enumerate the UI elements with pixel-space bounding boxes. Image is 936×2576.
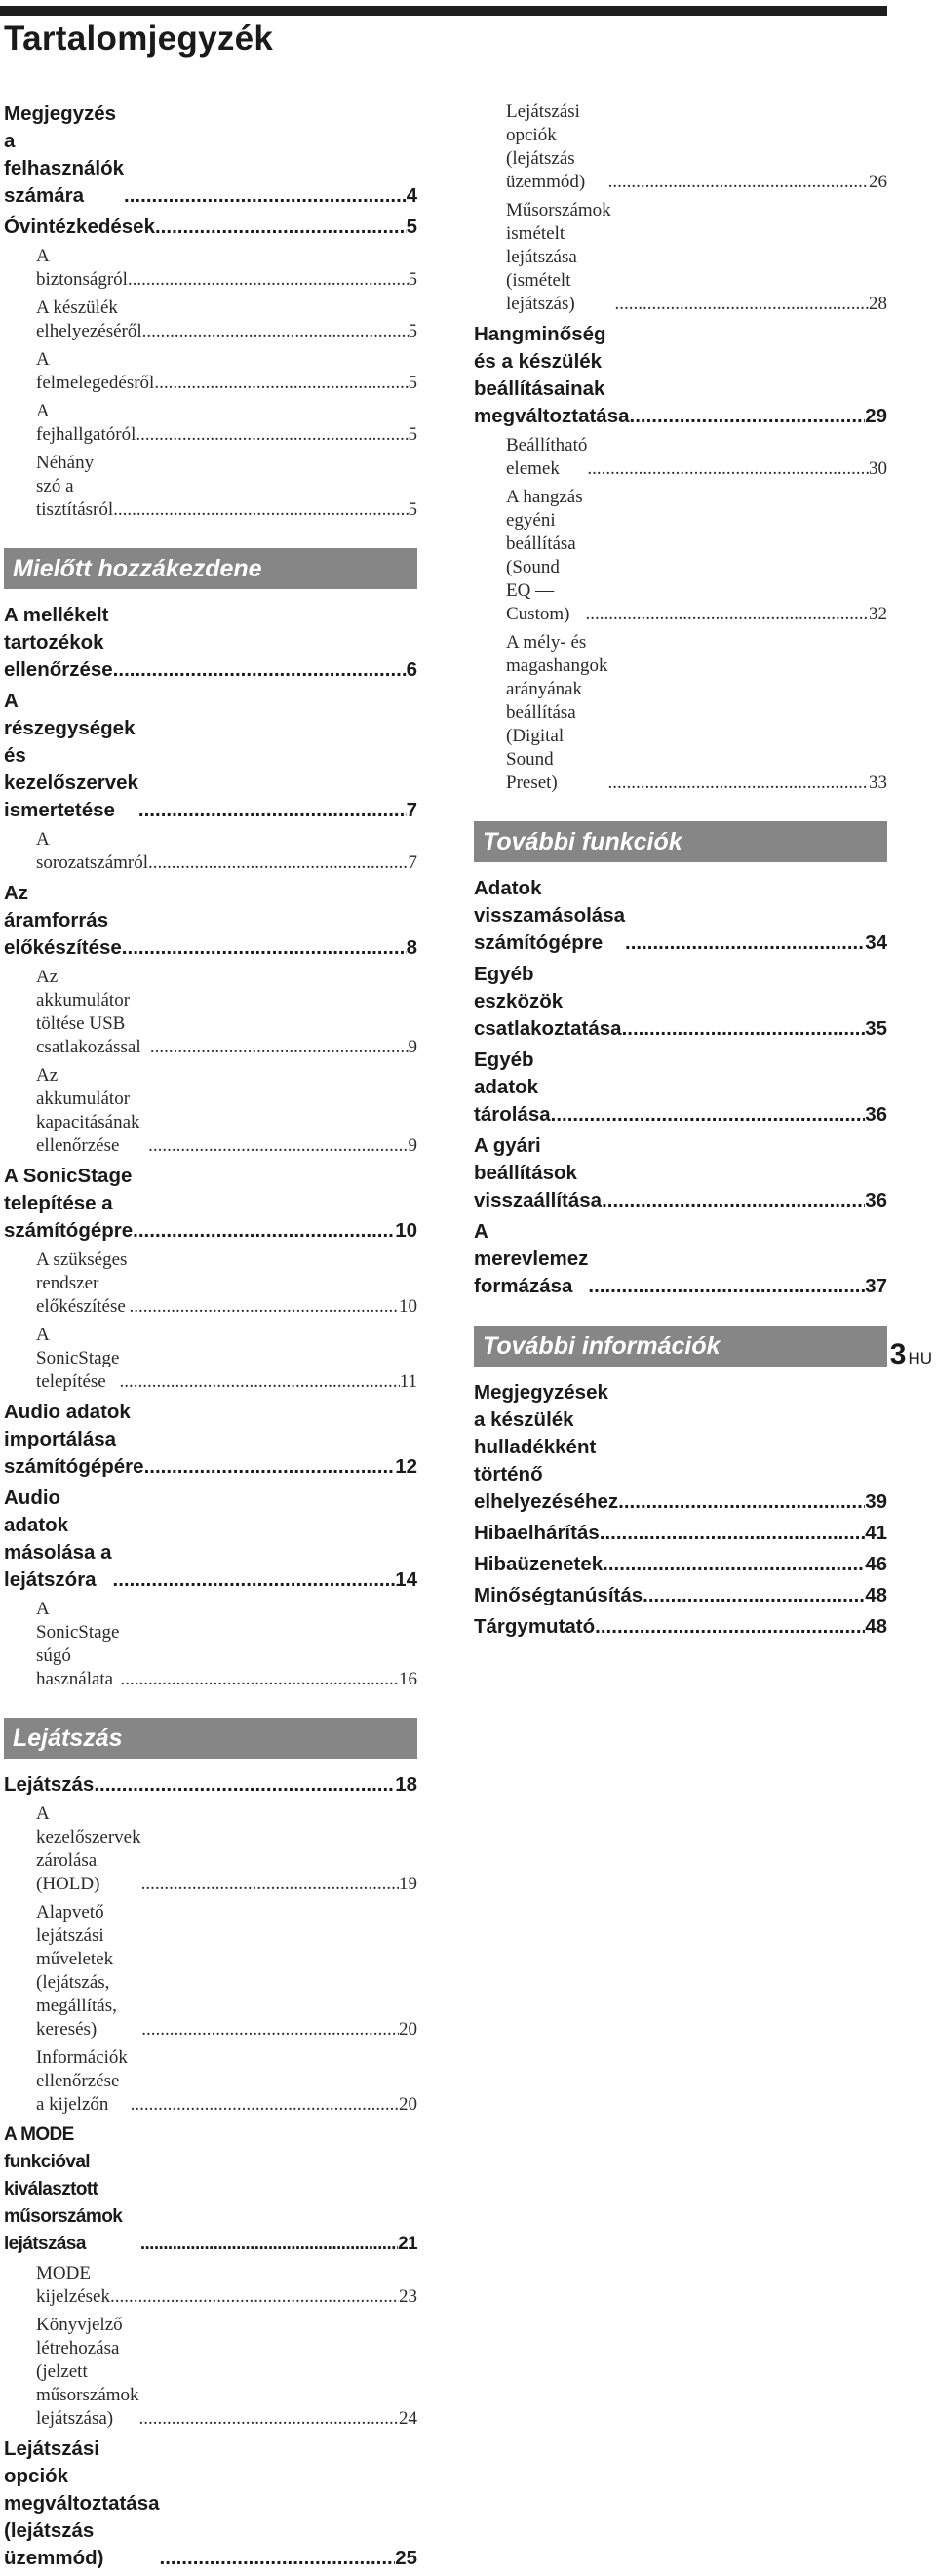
- toc-subentry[interactable]: [4, 1598, 417, 1691]
- toc-page-number: 30: [869, 458, 887, 479]
- toc-page-number: 9: [408, 1135, 417, 1156]
- dot-leader: [124, 182, 407, 210]
- toc-page-number: 46: [865, 1553, 887, 1575]
- dot-leader: [150, 1036, 409, 1059]
- toc-entry-title: Az akkumulátor kapacitásának ellenőrzése: [36, 1065, 140, 1156]
- dot-leader: [622, 1015, 866, 1043]
- toc-entry-title: Könyvjelző létrehozása (jelzett műsorszámok lejátszása): [36, 2315, 139, 2429]
- toc-entry[interactable]: [4, 1399, 417, 1481]
- section-spacer: [4, 1759, 417, 1768]
- dot-leader: [625, 930, 865, 957]
- dot-leader: [607, 772, 869, 795]
- toc-page-number: 14: [395, 1568, 417, 1591]
- toc-page-number: 5: [408, 321, 417, 341]
- dot-leader: [140, 2231, 398, 2258]
- toc-subentry[interactable]: [474, 100, 887, 194]
- toc-page-number: 37: [865, 1275, 887, 1297]
- toc-page-number: 35: [865, 1017, 887, 1040]
- toc-page-number: 23: [399, 2286, 417, 2307]
- toc-entry-title: A biztonságról: [36, 246, 128, 290]
- page-number-value: 3: [889, 1338, 907, 1370]
- toc-page-number: 34: [865, 931, 887, 954]
- toc-subentry[interactable]: [4, 828, 417, 875]
- toc-entry-title: Tárgymutató: [474, 1615, 596, 1638]
- dot-leader: [160, 2545, 396, 2572]
- dot-leader: [148, 1134, 408, 1158]
- toc-entry-title: A készülék elhelyezéséről: [36, 297, 142, 341]
- toc-page-number: 10: [395, 1219, 417, 1242]
- dot-leader: [94, 1771, 395, 1799]
- toc-entry-title: A sorozatszámról: [36, 829, 149, 873]
- dot-leader: [113, 656, 407, 684]
- toc-entry[interactable]: [474, 1613, 887, 1641]
- toc-entry-title: Audio adatok másolása a lejátszóra: [4, 1486, 112, 1591]
- section-spacer: [474, 862, 887, 872]
- dot-leader: [142, 320, 409, 343]
- toc-subentry[interactable]: [4, 348, 417, 395]
- toc-entry[interactable]: [4, 688, 417, 824]
- toc-subentry[interactable]: [4, 966, 417, 1059]
- toc-subentry[interactable]: [4, 2262, 417, 2309]
- dot-leader: [138, 797, 407, 824]
- page-number: [890, 1338, 932, 1371]
- toc-page-number: 19: [399, 1874, 417, 1894]
- toc-entry[interactable]: [474, 1520, 887, 1547]
- toc-entry[interactable]: [4, 100, 417, 210]
- toc-page-number: 20: [399, 2094, 417, 2115]
- toc-entry-title: Lejátszási opciók (lejátszás üzemmód): [506, 101, 586, 192]
- toc-page-number: 24: [399, 2408, 417, 2429]
- toc-entry[interactable]: [4, 2436, 417, 2572]
- toc-page-number: 25: [395, 2547, 417, 2569]
- toc-entry[interactable]: [474, 1582, 887, 1609]
- toc-entry[interactable]: [4, 1771, 417, 1799]
- section-spacer: [474, 800, 887, 821]
- toc-subentry[interactable]: [4, 1324, 417, 1394]
- section-spacer: [4, 527, 417, 548]
- toc-entry[interactable]: [474, 875, 887, 957]
- toc-entry-title: Audio adatok importálása számítógépére: [4, 1401, 144, 1478]
- toc-subentry[interactable]: [4, 1064, 417, 1158]
- toc-subentry[interactable]: [474, 434, 887, 481]
- toc-page-number: 12: [395, 1455, 417, 1478]
- section-spacer: [4, 589, 417, 599]
- toc-page-number: 10: [399, 1296, 417, 1317]
- toc-entry[interactable]: [4, 602, 417, 684]
- toc-entry[interactable]: [474, 321, 887, 430]
- toc-page-number: 36: [865, 1189, 887, 1211]
- toc-entry-title: A SonicStage telepítése a számítógépre: [4, 1165, 134, 1242]
- toc-entry-title: MODE kijelzések: [36, 2263, 110, 2307]
- toc-subentry[interactable]: [4, 297, 417, 343]
- toc-page-number: 39: [865, 1490, 887, 1513]
- dot-leader: [144, 1453, 396, 1481]
- dot-leader: [595, 1613, 865, 1641]
- toc-entry-title: Néhány szó a tisztításról: [36, 453, 114, 520]
- toc-page-number: 29: [865, 405, 887, 427]
- toc-subentry[interactable]: [4, 2046, 417, 2117]
- dot-leader: [119, 1370, 399, 1394]
- toc-subentry[interactable]: [4, 452, 417, 522]
- toc-entry-title: Hibaelhárítás: [474, 1522, 600, 1544]
- toc-entry-title: Beállítható elemek: [506, 435, 588, 479]
- toc-entry[interactable]: [474, 1218, 887, 1300]
- toc-entry-title: A merevlemez formázása: [474, 1220, 589, 1297]
- toc-page-number: 5: [408, 424, 417, 445]
- toc-entry[interactable]: [4, 214, 417, 241]
- dot-leader: [630, 403, 866, 430]
- toc-entry-title: Az akkumulátor töltése USB csatlakozással: [36, 967, 141, 1057]
- toc-page-number: 7: [406, 799, 417, 821]
- toc-subentry[interactable]: [4, 1803, 417, 1896]
- toc-page-number: 5: [408, 499, 417, 520]
- dot-leader: [615, 293, 869, 316]
- dot-leader: [110, 2285, 399, 2309]
- toc-page-number: 9: [408, 1037, 417, 1057]
- dot-leader: [141, 2018, 399, 2041]
- dot-leader: [129, 1295, 399, 1319]
- dot-leader: [139, 2407, 399, 2431]
- toc-left-column: [4, 98, 417, 2576]
- dot-leader: [643, 1582, 865, 1609]
- toc-entry[interactable]: [4, 880, 417, 962]
- dot-leader: [155, 214, 407, 241]
- toc-page-number: 16: [399, 1669, 417, 1689]
- toc-entry-title: A kezelőszervek zárolása (HOLD): [36, 1803, 141, 1894]
- toc-page-number: 33: [869, 773, 887, 793]
- dot-leader: [113, 498, 408, 522]
- dot-leader: [618, 1488, 865, 1516]
- toc-subentry[interactable]: [474, 486, 887, 626]
- toc-page-number: 5: [408, 373, 417, 393]
- toc-entry-title: Megjegyzések a készülék hulladékként történő elhelyezéséhez: [474, 1381, 619, 1513]
- dot-leader: [608, 171, 869, 194]
- toc-entry-title: Hibaüzenetek: [474, 1553, 604, 1575]
- toc-page-number: 4: [406, 184, 417, 207]
- toc-entry-title: Lejátszási opciók megváltoztatása (lejátszás üzemmód): [4, 2437, 160, 2569]
- toc-entry-title: Lejátszás: [4, 1773, 95, 1796]
- toc-page-number: 21: [398, 2234, 417, 2254]
- toc-entry[interactable]: [474, 1047, 887, 1129]
- toc-subentry[interactable]: [4, 2314, 417, 2431]
- toc-entry-title: A gyári beállítások visszaállítása: [474, 1134, 603, 1211]
- toc-page-number: 5: [408, 269, 417, 290]
- toc-entry-title: A SonicStage telepítése: [36, 1325, 120, 1392]
- toc-entry-title: Műsorszámok ismételt lejátszása (ismételt lejátszás): [506, 200, 611, 314]
- toc-page-number: 6: [406, 658, 417, 681]
- dot-leader: [587, 457, 869, 481]
- toc-entry-title: Egyéb eszközök csatlakoztatása: [474, 963, 622, 1040]
- dot-leader: [128, 268, 409, 292]
- dot-leader: [131, 2093, 399, 2117]
- toc-entry-title: A szükséges rendszer előkészítése: [36, 1249, 128, 1317]
- top-rule: [0, 6, 887, 16]
- toc-subentry[interactable]: [4, 245, 417, 292]
- section-heading: Lejátszás: [4, 1718, 417, 1759]
- toc-subentry[interactable]: [474, 199, 887, 316]
- page-language-code: HU: [908, 1349, 932, 1367]
- toc-entry-title: A mellékelt tartozékok ellenőrzése: [4, 604, 113, 681]
- dot-leader: [148, 852, 409, 875]
- dot-leader: [122, 934, 407, 962]
- toc-subentry[interactable]: [4, 1248, 417, 1319]
- toc-page-number: 5: [406, 216, 417, 238]
- section-spacer: [474, 1304, 887, 1326]
- section-heading: További funkciók: [474, 821, 887, 862]
- dot-leader: [603, 1551, 865, 1578]
- toc-entry-title: A MODE funkcióval kiválasztott műsorszámok lejátszása: [4, 2124, 123, 2254]
- toc-page-number: 36: [865, 1103, 887, 1126]
- toc-subentry[interactable]: [474, 631, 887, 795]
- toc-page-number: 7: [408, 852, 417, 873]
- toc-entry-title: Óvintézkedések: [4, 216, 155, 238]
- toc-entry[interactable]: [474, 1551, 887, 1578]
- section-spacer: [4, 1696, 417, 1718]
- toc-entry-title: Adatok visszamásolása számítógépre: [474, 877, 626, 954]
- toc-entry-title: Alapvető lejátszási műveletek (lejátszás, megállítás, keresés): [36, 1902, 117, 2040]
- dot-leader: [588, 1273, 865, 1300]
- dot-leader: [136, 423, 408, 447]
- toc-page-number: 41: [865, 1522, 887, 1544]
- toc-entry[interactable]: [474, 1379, 887, 1516]
- dot-leader: [121, 1668, 399, 1691]
- toc-entry-title: A fejhallgatóról: [36, 401, 136, 445]
- toc-entry-title: A részegységek és kezelőszervek ismertetése: [4, 690, 138, 821]
- toc-page-number: 8: [406, 936, 417, 959]
- dot-leader: [551, 1101, 866, 1129]
- toc-entry-title: Információk ellenőrzése a kijelzőn: [36, 2047, 128, 2115]
- dot-leader: [141, 1873, 399, 1896]
- toc-page-number: 48: [865, 1584, 887, 1606]
- dot-leader: [585, 603, 869, 626]
- toc-page-number: 26: [869, 172, 887, 192]
- toc-entry-title: Az áramforrás előkészítése: [4, 882, 122, 959]
- toc-page-number: 20: [399, 2019, 417, 2040]
- toc-entry-title: A hangzás egyéni beállítása (Sound EQ — Custom): [506, 487, 583, 624]
- toc-entry[interactable]: [474, 961, 887, 1043]
- toc-right-column: [474, 98, 887, 1645]
- dot-leader: [600, 1520, 865, 1547]
- toc-entry[interactable]: [474, 1132, 887, 1214]
- toc-page-number: 48: [865, 1615, 887, 1638]
- toc-entry-title: A felmelegedésről: [36, 349, 155, 393]
- page-title: Tartalomjegyzék: [4, 20, 274, 58]
- dot-leader: [154, 372, 408, 395]
- dot-leader: [113, 1566, 396, 1594]
- dot-leader: [602, 1187, 865, 1214]
- toc-page-number: 28: [869, 294, 887, 314]
- toc-subentry[interactable]: [4, 1901, 417, 2041]
- toc-entry[interactable]: [4, 2121, 417, 2258]
- toc-entry-title: Minőségtanúsítás: [474, 1584, 644, 1606]
- dot-leader: [133, 1217, 395, 1245]
- toc-entry[interactable]: [4, 1163, 417, 1245]
- toc-entry-title: Hangminőség és a készülék beállításainak megváltoztatása: [474, 323, 630, 427]
- section-heading: További információk: [474, 1326, 887, 1367]
- toc-entry-title: A mély- és magashangok arányának beállítása (Digital Sound Preset): [506, 632, 608, 793]
- toc-entry[interactable]: [4, 1485, 417, 1594]
- toc-page-number: 32: [869, 604, 887, 624]
- toc-subentry[interactable]: [4, 400, 417, 447]
- toc-page-number: 11: [399, 1371, 417, 1392]
- toc-entry-title: Egyéb adatok tárolása: [474, 1049, 551, 1126]
- toc-entry-title: A SonicStage súgó használata: [36, 1599, 120, 1689]
- section-heading: Mielőtt hozzákezdene: [4, 548, 417, 589]
- toc-page-number: 18: [395, 1773, 417, 1796]
- toc-entry-title: Megjegyzés a felhasználók számára: [4, 102, 125, 207]
